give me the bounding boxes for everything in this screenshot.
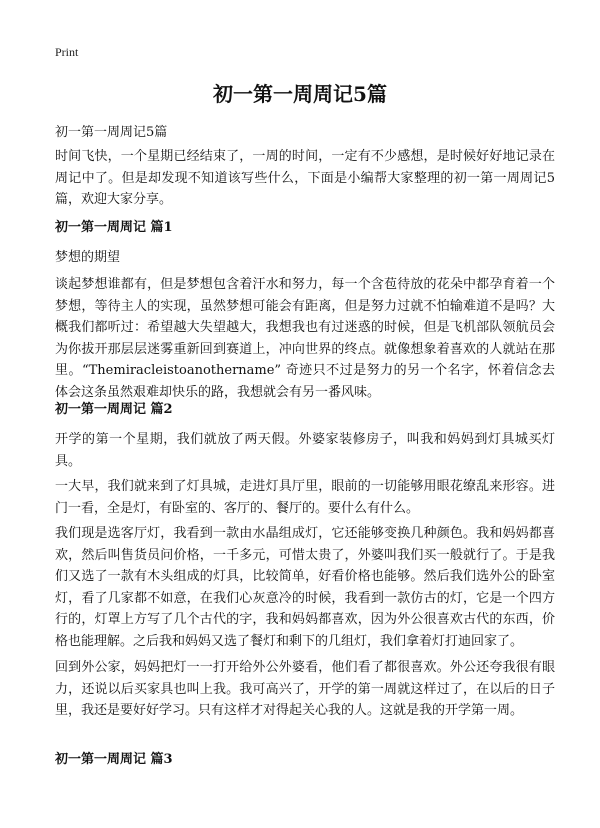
document-title: 初一第一周周记5篇	[213, 82, 387, 106]
section-3-heading: 初一第一周周记 篇3	[55, 752, 173, 767]
section-1-subheading: 梦想的期望	[55, 250, 121, 265]
section-1-heading: 初一第一周周记 篇1	[55, 220, 173, 235]
document-subtitle: 初一第一周周记5篇	[55, 125, 168, 140]
intro-paragraph: 时间飞快，一个星期已经结束了，一周的时间，一定有不少感想，是时候好好地记录在周记中了。但是却发现不知道该写些什么，下面是小编帮大家整理的初一第一周周记5篇，欢迎大家分享。	[55, 149, 555, 207]
section-1-paragraph: 谈起梦想谁都有，但是梦想包含着汗水和努力，每一个含苞待放的花朵中都孕育着一个梦想，等待主人的实现，虽然梦想可能会有距离，但是努力过就不怕输难道不是吗？大概我们都听过：希望越大失望越大，我想我也有过迷惑的时候，但是飞机部队领航员会为你拔开那层层迷雾重新回到赛道上，冲向世界的终点。就像想象着喜欢的人就站在那里。“Themiracleistoanothername” 奇迹只不过是努力的另一个名字，怀着信念去体会这条虽然艰难却快乐的路，我想就会有另一番风味。	[55, 277, 555, 400]
section-2-paragraph-2: 一大早，我们就来到了灯具城，走进灯具厅里，眼前的一切能够用眼花缭乱来形容。进门一看，全是灯，有卧室的、客厅的、餐厅的。要什么有什么。	[55, 479, 555, 516]
section-2-heading: 初一第一周周记 篇2	[55, 402, 173, 417]
section-2-paragraph-1: 开学的第一个星期，我们就放了两天假。外婆家装修房子，叫我和妈妈到灯具城买灯具。	[55, 432, 555, 469]
print-label: Print	[55, 45, 79, 59]
section-2-paragraph-4: 回到外公家，妈妈把灯一一打开给外公外婆看，他们看了都很喜欢。外公还夸我很有眼力，还说以后买家具也叫上我。我可高兴了，开学的第一周就这样过了，在以后的日子里，我还是要好好学习。只有这样才对得起关心我的人。这就是我的开学第一周。	[55, 660, 555, 718]
section-2-paragraph-3: 我们现是选客厅灯，我看到一款由水晶组成灯，它还能够变换几种颜色。我和妈妈都喜欢，然后叫售货员问价格，一千多元，可惜太贵了，外婆叫我们买一般就行了。于是我们又选了一款有木头组成的灯具，比较简单，好看价格也能够。然后我们选外公的卧室灯，看了几家都不如意，在我们心灰意冷的时候，我看到一款仿古的灯，它是一个四方行的，灯罩上方写了几个古代的字，我和妈妈都喜欢，因为外公很喜欢古代的东西，价格也能理解。之后我和妈妈又选了餐灯和剩下的几组灯，我们拿着灯打迪回家了。	[55, 526, 555, 649]
